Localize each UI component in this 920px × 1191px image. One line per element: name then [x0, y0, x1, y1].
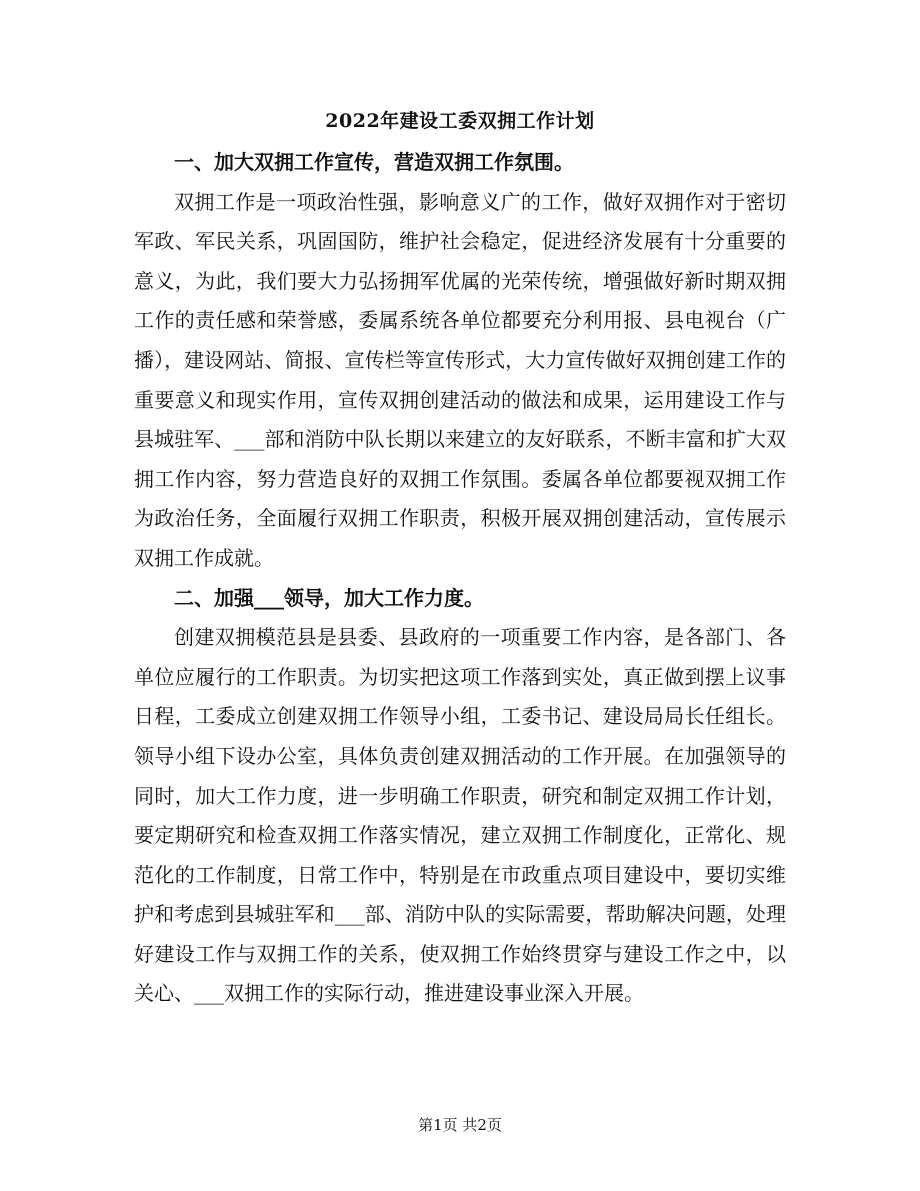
page-number-footer: 第1页 共2页 [418, 1116, 502, 1134]
document-body [134, 143, 786, 1014]
section-paragraph-2: 创建双拥模范县是县委、县政府的一项重要工作内容，是各部门、各单位应履行的工作职责。为切实把这项工作落到实处，真正做到摆上议事日程，工委成立创建双拥工作领导小组，工委书记、建设局局长任组长。领导小组下设办公室，具体负责创建双拥活动的工作开展。在加强领导的同时，加大工作力度，进一步明确工作职责，研究和制定双拥工作计划，要定期研究和检查双拥工作落实情况，建立双拥工作制度化，正常化、规范化的工作制度，日常工作中，特别是在市政重点项目建设中，要切实维护和考虑到县城驻军和___部、消防中队的实际需要，帮助解决问题，处理好建设工作与双拥工作的关系，使双拥工作始终贯穿与建设工作之中，以关心、___双拥工作的实际行动，推进建设事业深入开展。 [134, 625, 786, 1006]
section-heading-1: 一、加大双拥工作宣传，营造双拥工作氛围。 [174, 150, 574, 174]
document-title: 2022年建设工委双拥工作计划 [325, 110, 595, 132]
section-heading-2: 二、加强___领导，加大工作力度。 [174, 585, 484, 610]
section-paragraph-1: 双拥工作是一项政治性强，影响意义广的工作，做好双拥作对于密切军政、军民关系，巩固国防，维护社会稳定，促进经济发展有十分重要的意义，为此，我们要大力弘扬拥军优属的光荣传统，增强做好新时期双拥工作的责任感和荣誉感，委属系统各单位都要充分利用报、县电视台（广播），建设网站、简报、宣传栏等宣传形式，大力宣传做好双拥创建工作的重要意义和现实作用，宣传双拥创建活动的做法和成果，运用建设工作与县城驻军、___部和消防中队长期以来建立的友好联系，不断丰富和扩大双拥工作内容，努力营造良好的双拥工作氛围。委属各单位都要视双拥工作为政治任务，全面履行双拥工作职责，积极开展双拥创建活动，宣传展示双拥工作成就。 [134, 189, 786, 570]
